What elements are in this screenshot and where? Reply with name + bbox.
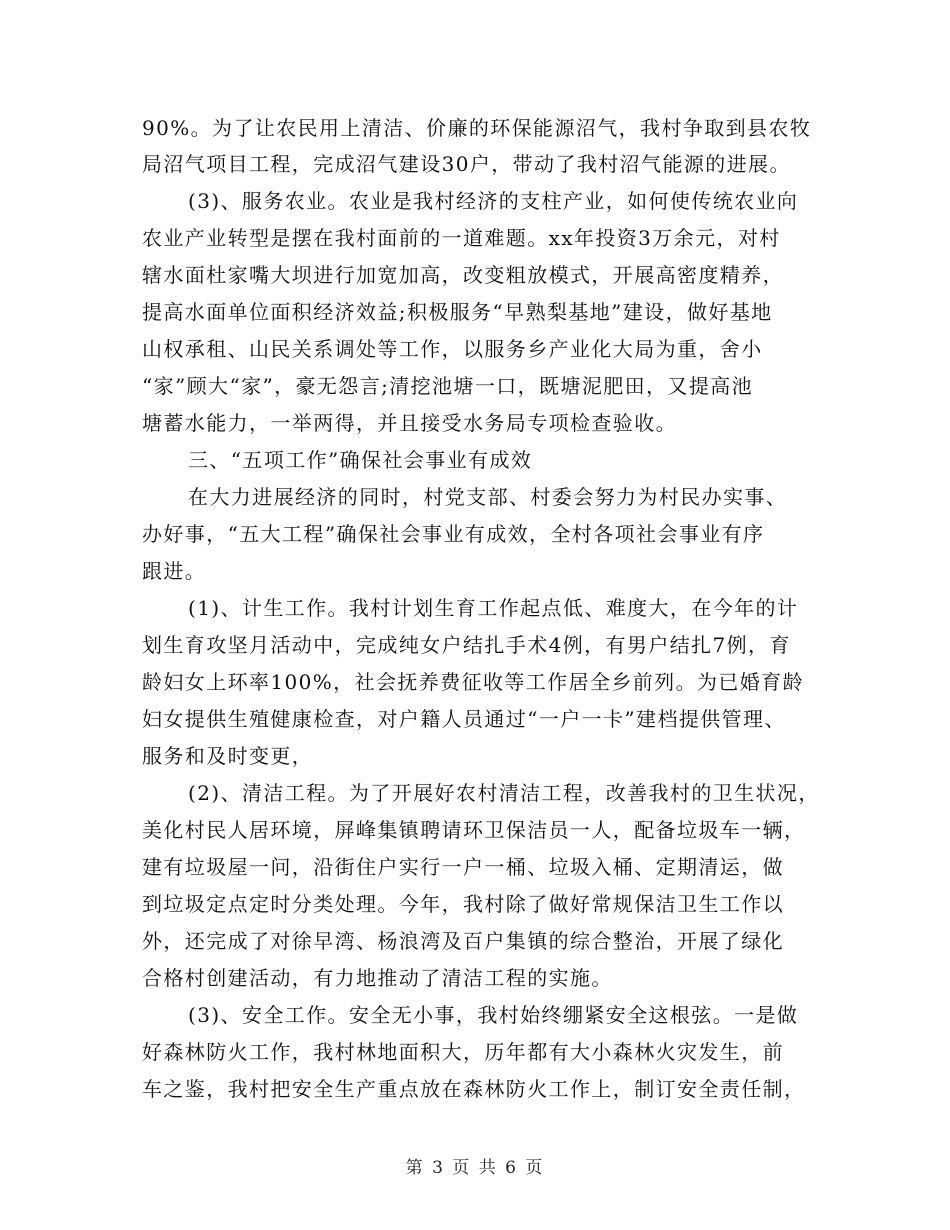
page-number-footer: 第 3 页 共 6 页 — [405, 1158, 545, 1178]
text-line: 好森林防火工作，我村林地面积大，历年都有大小森林火灾发生，前 — [142, 1040, 784, 1064]
text-line: 外，还完成了对徐早湾、杨浪湾及百户集镇的综合整治，开展了绿化 — [142, 929, 784, 953]
text-line: 农业产业转型是摆在我村面前的一道难题。xx年投资3万余元，对村 — [142, 226, 781, 250]
text-line: 山权承租、山民关系调处等工作，以服务乡产业化大局为重，舍小 — [142, 337, 763, 361]
text-line: (2)、清洁工程。为了开展好农村清洁工程，改善我村的卫生状况， — [188, 781, 820, 805]
text-line: 美化村民人居环境，屏峰集镇聘请环卫保洁员一人，配备垃圾车一辆， — [142, 818, 806, 842]
text-line: (1)、计生工作。我村计划生育工作起点低、难度大，在今年的计 — [188, 596, 799, 620]
text-line: (3)、服务农业。农业是我村经济的支柱产业，如何使传统农业向 — [188, 189, 799, 213]
text-line: 划生育攻坚月活动中，完成纯女户结扎手术4例，有男户结扎7例，育 — [142, 633, 791, 657]
text-line: 90%。为了让农民用上清洁、价廉的环保能源沼气，我村争取到县农牧 — [142, 116, 812, 140]
text-line: 到垃圾定点定时分类处理。今年，我村除了做好常规保洁卫生工作以 — [142, 892, 784, 916]
text-line: 塘蓄水能力，一举两得，并且接受水务局专项检查验收。 — [142, 411, 677, 435]
text-line: “家”顾大“家”，豪无怨言;清挖池塘一口，既塘泥肥田，又提高池 — [142, 374, 754, 398]
text-line: 局沼气项目工程，完成沼气建设30户，带动了我村沼气能源的进展。 — [142, 152, 791, 176]
text-line: (3)、安全工作。安全无小事，我村始终绷紧安全这根弦。一是做 — [188, 1003, 799, 1027]
text-line: 建有垃圾屋一问，沿街住户实行一户一桶、垃圾入桶、定期清运，做 — [142, 855, 784, 879]
text-line: 辖水面杜家嘴大坝进行加宽加高，改变粗放模式，开展高密度精养， — [142, 263, 784, 287]
text-line: 车之鉴，我村把安全生产重点放在森林防火工作上，制订安全责任制， — [142, 1077, 806, 1101]
text-line: 在大力进展经济的同时，村党支部、村委会努力为村民办实事、 — [188, 485, 788, 509]
text-line: 服务和及时变更， — [142, 744, 314, 768]
text-line: 跟进。 — [142, 559, 207, 583]
text-line: 合格村创建活动，有力地推动了清洁工程的实施。 — [142, 966, 613, 990]
section-heading: 三、“五项工作”确保社会事业有成效 — [188, 448, 533, 472]
text-line: 龄妇女上环率100%，社会抚养费征收等工作居全乡前列。为已婚育龄 — [142, 670, 804, 694]
text-line: 办好事，“五大工程”确保社会事业有成效，全村各项社会事业有序 — [142, 522, 765, 546]
text-line: 妇女提供生殖健康检查，对户籍人员通过“一户一卡”建档提供管理、 — [142, 707, 786, 731]
text-line: 提高水面单位面积经济效益;积极服务“早熟梨基地”建设，做好基地 — [142, 300, 773, 324]
